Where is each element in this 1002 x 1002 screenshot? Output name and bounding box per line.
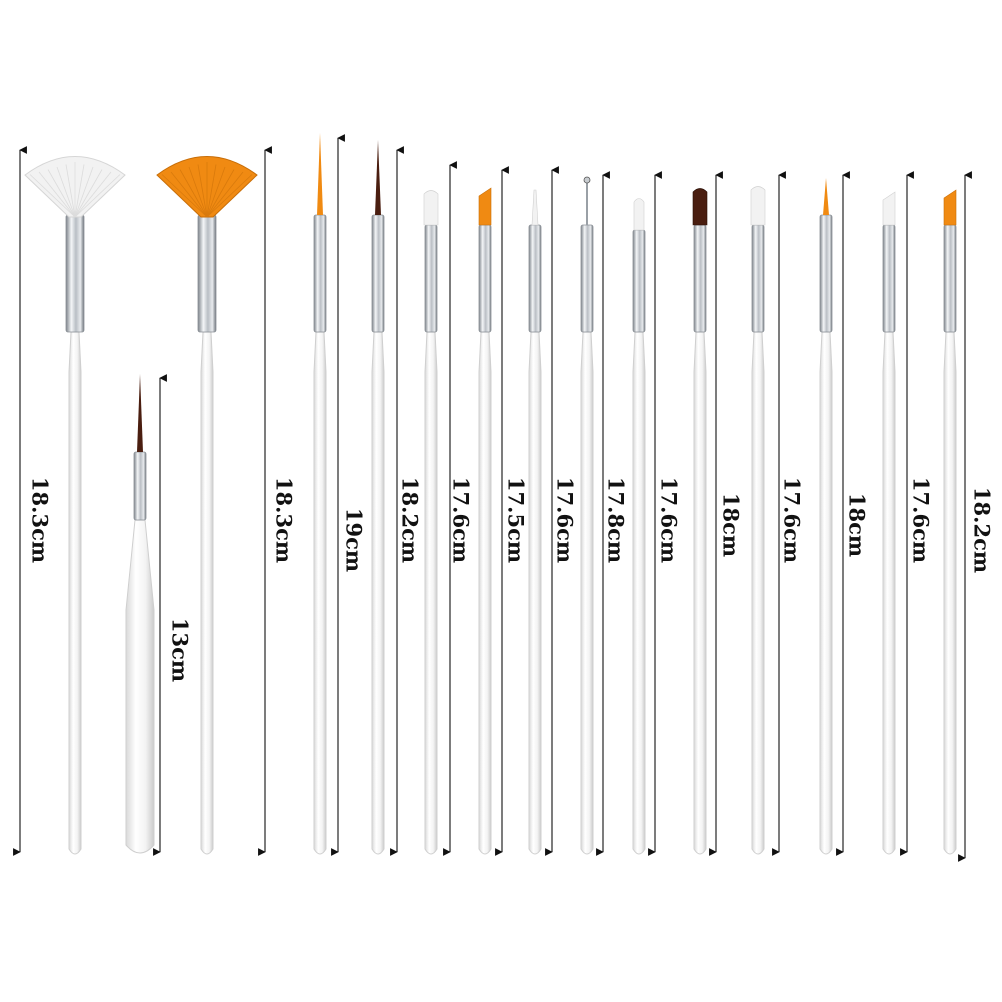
brush-handle (944, 332, 956, 854)
brush-ferrule (479, 225, 491, 332)
length-label: 17.6cm (779, 476, 805, 564)
brush-handle (694, 332, 706, 854)
brush-ferrule (820, 215, 832, 332)
brush-ferrule (425, 225, 437, 332)
brush-ferrule (752, 225, 764, 332)
brush-striper-dark (372, 140, 384, 854)
length-label: 17.6cm (448, 476, 474, 564)
length-label: 17.8cm (603, 476, 629, 564)
length-label: 18.2cm (969, 486, 995, 574)
brush-handle (633, 332, 645, 854)
brush-handle (752, 332, 764, 854)
brush-detail-white (529, 190, 541, 854)
brush-ferrule (198, 215, 216, 332)
brush-ferrule (694, 225, 706, 332)
brush-handle (479, 332, 491, 854)
brush-handle (883, 332, 895, 854)
length-label: 18.3cm (27, 476, 53, 564)
brush-tip-flat (693, 189, 707, 226)
length-label: 17.6cm (908, 476, 934, 564)
brush-ferrule (134, 452, 146, 520)
brush-tip-liner (137, 374, 143, 452)
length-label: 17.6cm (656, 476, 682, 564)
brush-tip-angled (944, 190, 956, 225)
brush-dotting-tool (581, 177, 593, 854)
brush-ferrule (529, 225, 541, 332)
brush-handle (69, 332, 81, 854)
length-label: 18cm (844, 492, 870, 558)
brush-striper-orange (314, 133, 326, 854)
brush-tip-flat (424, 191, 438, 226)
brush-handle (529, 332, 541, 854)
brush-tip-angled (479, 188, 491, 225)
brush-ferrule (633, 230, 645, 332)
brush-angled-orange-2 (944, 190, 956, 854)
brush-tip-striper (375, 140, 381, 215)
brush-flat-dark (693, 189, 707, 855)
brush-tip-dotting (584, 177, 590, 225)
brush-tip-angled (883, 192, 895, 225)
brush-flat-white-2 (633, 199, 645, 855)
brush-ferrule (883, 225, 895, 332)
length-label: 17.6cm (552, 476, 578, 564)
brush-handle (126, 520, 154, 853)
brush-ferrule (66, 215, 84, 332)
brush-tip-flat-small (634, 199, 644, 231)
brush-handle (201, 332, 213, 854)
brush-tip-detail (532, 190, 538, 225)
brush-handle (314, 332, 326, 854)
length-label: 18cm (718, 492, 744, 558)
length-label: 17.5cm (503, 476, 529, 564)
brush-handle (425, 332, 437, 854)
brush-ferrule (581, 225, 593, 332)
brush-handle (372, 332, 384, 854)
brush-fan-orange (157, 157, 257, 855)
brush-liner-orange (820, 178, 832, 854)
brush-handle (581, 332, 593, 854)
brush-tip-striper (317, 133, 323, 215)
brush-angled-white (883, 192, 895, 854)
brush-ferrule (372, 215, 384, 332)
brush-flat-white-1 (424, 191, 438, 855)
length-label: 18.2cm (397, 476, 423, 564)
length-label: 18.3cm (271, 476, 297, 564)
length-label: 19cm (341, 507, 367, 573)
brush-angled-orange-1 (479, 188, 491, 854)
length-label: 13cm (167, 617, 193, 683)
brush-tip-liner (823, 178, 829, 215)
brush-flat-white-3 (751, 187, 765, 855)
brush-handle (820, 332, 832, 854)
brush-tip-flat (751, 187, 765, 226)
brush-tip-fan (157, 157, 257, 218)
brush-ferrule (944, 225, 956, 332)
brush-tip-fan (25, 157, 125, 218)
brush-liner-short (126, 374, 154, 853)
brush-ferrule (314, 215, 326, 332)
